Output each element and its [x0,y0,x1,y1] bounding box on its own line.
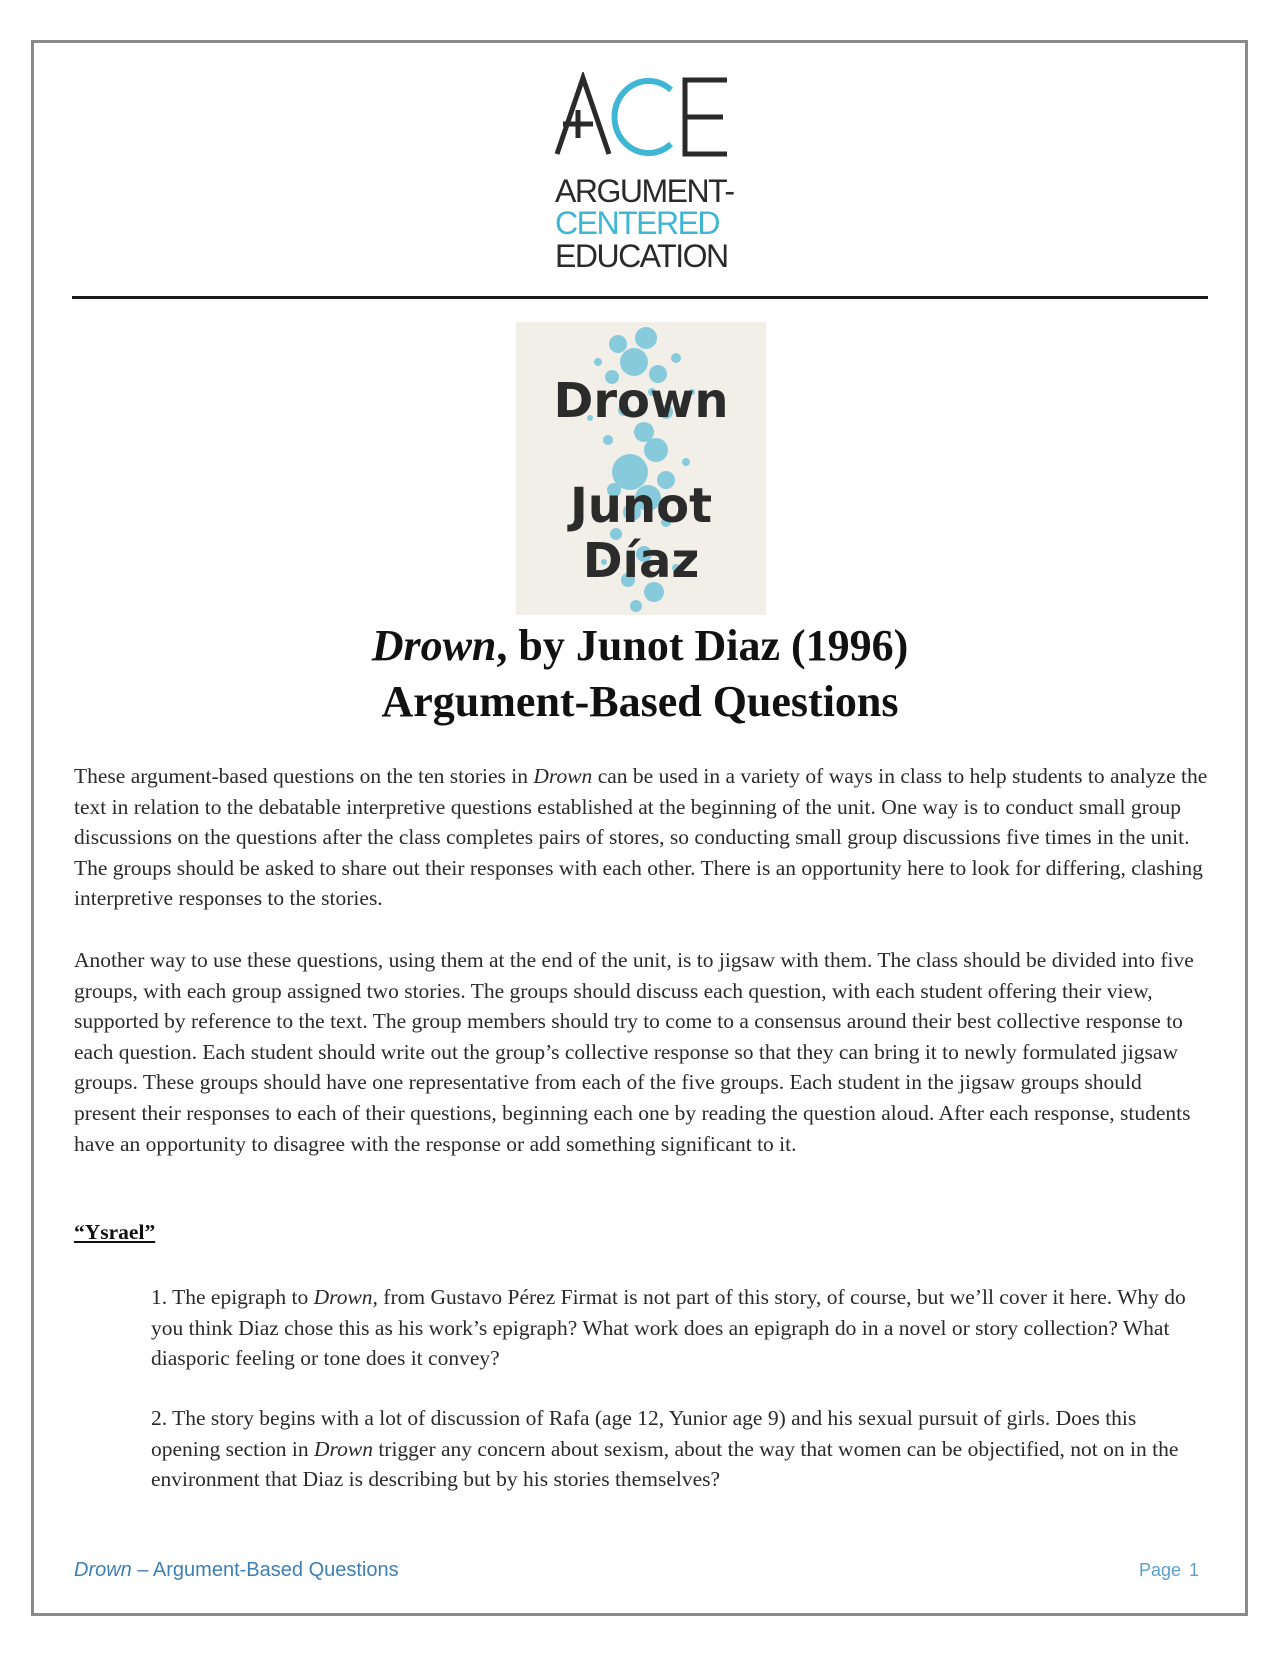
footer-page-label: Page [1138,1560,1181,1580]
intro-paragraph-1 [74,761,1209,914]
logo-line-education: EDUCATION [555,238,728,274]
logo-line-argument: ARGUMENT- [555,173,734,209]
ace-wordmark-icon [553,72,733,162]
title-book-italic: Drown [371,621,497,670]
question-2 [151,1403,1209,1495]
footer-title-italic: Drown [74,1559,132,1581]
page-title [0,618,1280,730]
ace-logo [553,72,733,282]
footer-page-number [1131,1560,1199,1581]
section-heading-ysrael: “Ysrael” [74,1220,156,1244]
footer-page-value: 1 [1188,1560,1199,1580]
q1-start: 1. The epigraph to [151,1285,314,1309]
cover-author-first: Junot [569,478,713,534]
q1-end: from Gustavo Pérez Firmat is not part of this story, of course, but we’ll cover it here. Why do you think Diaz chose this as his work’s epigraph? What work does an epigraph do in a novel or story collection? What diasporic feeling or tone does it convey? [151,1285,1186,1371]
title-line-1 [0,618,1280,674]
intro-p1-italic: Drown [533,764,593,788]
book-cover-image [516,322,766,615]
intro-paragraph-2: Another way to use these questions, using them at the end of the unit, is to jigsaw with them. The class should be divided into five groups, with each group assigned two stories. The groups should discuss each question, with each student offering their view, supported by reference to the text. The group members should try to come to a consensus around their best collective response to each question. Each student should write out the group’s collective response so that they can bring it to newly formulated jigsaw groups. These groups should have one representative from each of the five groups. Each student in the jigsaw groups should present their responses to each of their questions, beginning each one by reading the question aloud. After each response, students have an opportunity to disagree with the response or add something significant to it. [74,948,1194,1156]
water-splash-icon [516,322,766,615]
intro-p1-start: These argument-based questions on the ten stories in [74,764,534,788]
footer-title [74,1559,399,1582]
title-byline: , by Junot Diaz (1996) [496,621,909,670]
logo-line-centered: CENTERED [555,205,720,241]
question-1 [151,1282,1209,1374]
cover-author-last: Díaz [582,533,700,589]
cover-title: Drown [553,373,729,429]
header-divider [72,296,1208,299]
q2-end: trigger any concern about sexism, about the way that women can be objectified, not on in the environment that Diaz is describing but by his stories themselves? [151,1436,1179,1492]
q2-italic: Drown [314,1436,373,1461]
intro-p1-end: can be used in a variety of ways in class to help students to analyze the text in relation to the debatable interpretive questions established at the beginning of the unit. One way is to conduct small group discussions on the questions after the class completes pairs of stores, so conducting small group discussions five times in the unit. The groups should be asked to share out their responses with each other. There is an opportunity here to look for differing, clashing interpretive responses to the stories. [74,764,1208,911]
q2-start: 2. The story begins with a lot of discussion of Rafa (age 12, Yunior age 9) and his sexual pursuit of girls. Does this opening section in [151,1406,1137,1461]
title-subtitle: Argument-Based Questions [381,677,899,726]
q1-italic: Drown, [313,1285,378,1309]
footer-title-rest: – Argument-Based Questions [131,1559,399,1581]
